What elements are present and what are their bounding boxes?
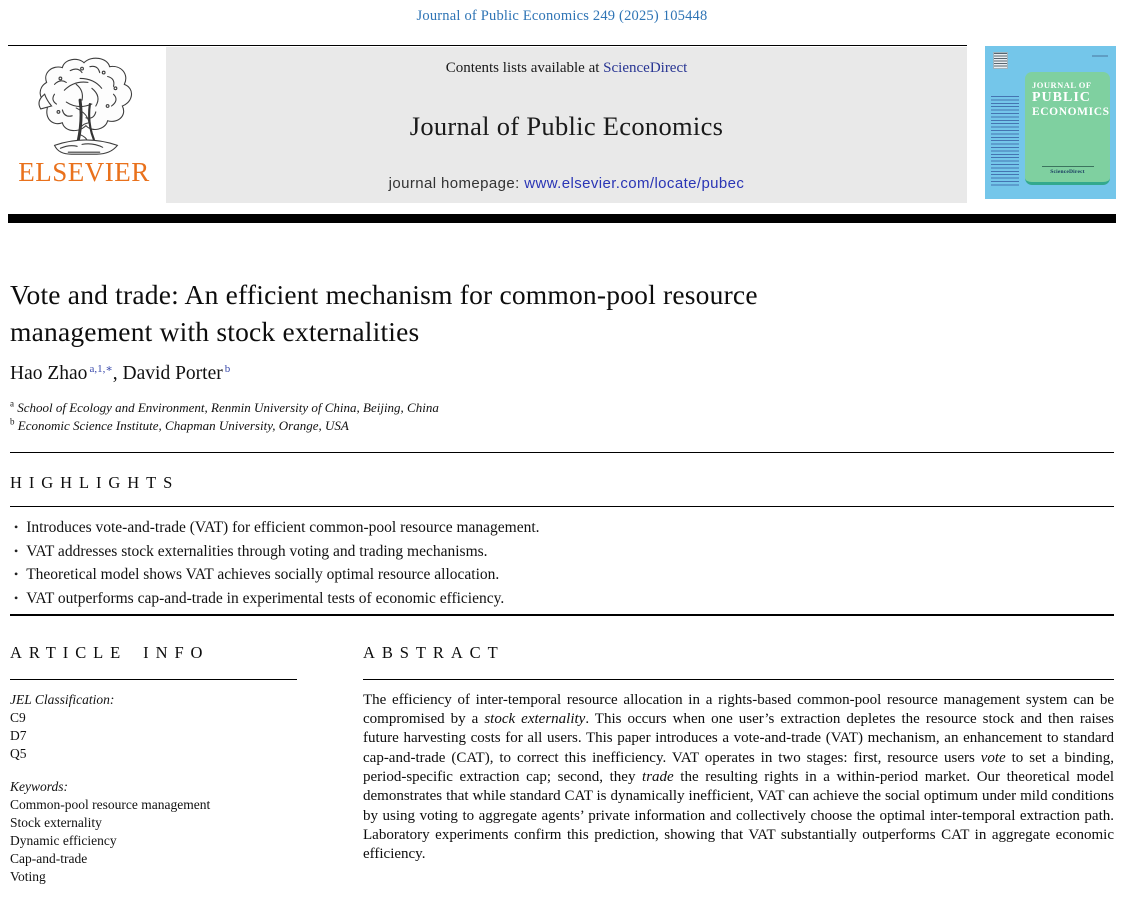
highlight-item — [10, 563, 1114, 587]
homepage-line — [389, 175, 745, 192]
highlight-item — [10, 516, 1114, 540]
highlight-text: Theoretical model shows VAT achieves socially optimal resource allocation. — [26, 566, 500, 584]
bullet-icon: • — [14, 590, 19, 605]
bullet-icon: • — [14, 567, 19, 582]
bullet-icon: • — [14, 520, 19, 535]
affiliation — [10, 399, 1114, 417]
elsevier-wordmark: ELSEVIER — [18, 157, 150, 187]
elsevier-tree-icon — [25, 54, 143, 158]
elsevier-logo — [8, 46, 160, 203]
divider — [10, 614, 1114, 615]
cover-elsevier-mark-icon — [994, 53, 1007, 68]
author-line — [10, 363, 1114, 385]
highlights-heading: HIGHLIGHTS — [10, 473, 180, 493]
highlights-list — [10, 516, 1114, 610]
affiliation-text: School of Ecology and Environment, Renmin University of China, Beijing, China — [17, 400, 439, 415]
journal-name: Journal of Public Economics — [409, 110, 724, 141]
keyword: Cap-and-trade — [10, 850, 88, 866]
article-body — [10, 276, 1114, 901]
author-name: Hao Zhao — [10, 363, 88, 384]
keywords-label: Keywords: — [10, 778, 68, 794]
cover-footer-line — [1042, 166, 1094, 168]
journal-cover-thumbnail — [985, 46, 1116, 199]
header-left-block — [8, 45, 967, 203]
author — [123, 363, 231, 384]
cover-title-line2: PUBLIC — [1032, 90, 1091, 105]
author-name: David Porter — [122, 363, 223, 384]
cover-title-line1: JOURNAL OF — [1032, 80, 1092, 90]
info-abstract-columns — [10, 643, 1114, 901]
jel-code: C9 — [10, 709, 26, 725]
contents-line — [446, 60, 688, 77]
jel-group — [10, 691, 297, 763]
abstract-text: The efficiency of inter-temporal resource allocation in a rights-based common-pool resource management system can be compromised by a stock externality. This occurs when one user’s extraction depletes the resource stock and then raises future harvesting costs for all users. This paper introduces a vote-and-trade (VAT) mechanism, an enhancement to standard cap-and-trade (CAT), to correct this inefficiency. VAT operates in two stages: first, resource users vote to set a binding, period-specific extraction cap; second, they trade the resulting rights in a within-period market. Our theoretical model demonstrates that while standard CAT is dynamically inefficient, VAT can achieve the social optimum under mild conditions by using voting to aggregate agents’ private information and collectively choose the optimal inter-temporal extraction path. Laboratory experiments confirm this prediction, showing that VAT substantially outperforms CAT in aggregate economic efficiency. — [363, 691, 1114, 863]
journal-header — [8, 45, 1116, 203]
cover-title-panel — [1025, 72, 1110, 185]
journal-homepage-link[interactable]: www.elsevier.com/locate/pubec — [524, 175, 745, 192]
abstract-column — [363, 643, 1114, 901]
journal-banner — [166, 47, 967, 203]
header-divider-bar — [8, 214, 1116, 223]
homepage-prefix: journal homepage: — [388, 175, 525, 192]
author — [10, 363, 123, 384]
divider — [10, 506, 1114, 507]
highlight-text: Introduces vote-and-trade (VAT) for efficient common-pool resource management. — [26, 519, 540, 537]
article-info-column — [10, 643, 297, 901]
keywords-group — [10, 778, 297, 886]
affiliation-marker: b — [10, 416, 15, 427]
cover-title-line3: ECONOMICS — [1032, 106, 1110, 119]
bullet-icon: • — [14, 543, 19, 558]
abstract-heading: ABSTRACT — [363, 642, 505, 662]
cover-sciencedirect-mark: ScienceDirect — [1050, 169, 1085, 175]
jel-code-list — [10, 709, 297, 763]
sciencedirect-link[interactable]: ScienceDirect — [603, 60, 688, 76]
affiliation-marker: a — [10, 398, 14, 409]
cover-editor-list — [991, 96, 1019, 186]
highlight-text: VAT addresses stock externalities through voting and trading mechanisms. — [26, 542, 488, 560]
highlight-item — [10, 587, 1114, 611]
author-affiliation-link[interactable]: a,1,∗ — [89, 362, 113, 375]
keyword: Stock externality — [10, 814, 102, 830]
jel-code: Q5 — [10, 745, 27, 761]
divider — [10, 679, 297, 680]
article-info-heading: ARTICLE INFO — [10, 642, 210, 662]
cover-issue-text — [1092, 55, 1108, 57]
highlight-text: VAT outperforms cap-and-trade in experimental tests of economic efficiency. — [26, 589, 505, 607]
highlight-item — [10, 540, 1114, 564]
affiliations — [10, 399, 1114, 435]
cover-footer — [1025, 166, 1110, 176]
keyword: Voting — [10, 868, 46, 884]
article-info-body — [10, 691, 297, 886]
author-affiliation-link[interactable]: b — [224, 362, 231, 375]
divider — [10, 452, 1114, 453]
divider — [363, 679, 1114, 680]
jel-label: JEL Classification: — [10, 691, 115, 707]
article-title: Vote and trade: An efficient mechanism for common-pool resource management with stock externalities — [10, 279, 758, 347]
affiliation-text: Economic Science Institute, Chapman University, Orange, USA — [17, 418, 349, 433]
journal-citation: Journal of Public Economics 249 (2025) 105448 — [416, 8, 708, 24]
jel-code: D7 — [10, 727, 27, 743]
affiliation — [10, 417, 1114, 435]
keyword: Common-pool resource management — [10, 796, 211, 812]
keyword-list — [10, 796, 297, 886]
keyword: Dynamic efficiency — [10, 832, 117, 848]
contents-prefix: Contents lists available at — [445, 60, 604, 76]
